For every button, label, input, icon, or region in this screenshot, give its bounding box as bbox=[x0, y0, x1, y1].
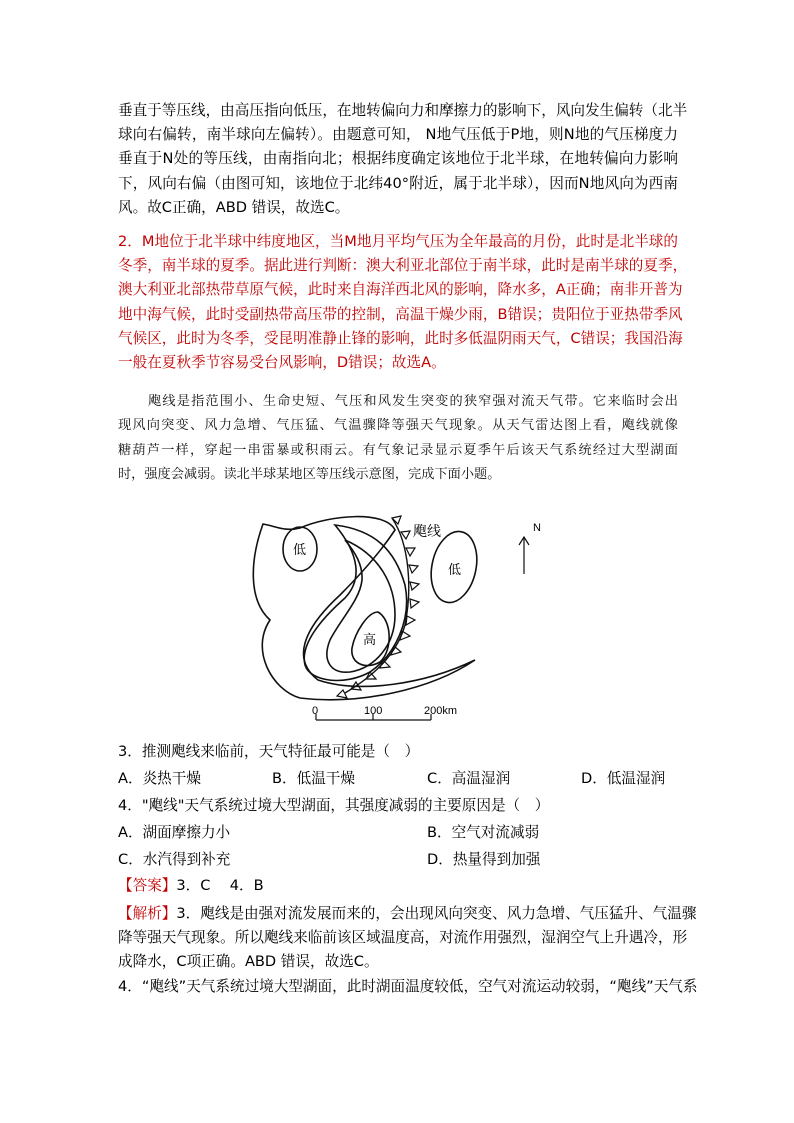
analysis-text: 3．飑线是由强对流发展而来的，会出现风向突变、风力急增、气压猛升、气温骤 bbox=[176, 905, 697, 922]
text-line: 垂直于等压线，由高压指向低压，在地转偏向力和摩擦力的影响下，风向发生偏转（北半 bbox=[118, 102, 688, 119]
text-line: 下，风向右偏（由图可知，该地位于北纬40°附近，属于北半球），因而N地风向为西南 bbox=[118, 174, 678, 192]
question-4-option-b[interactable]: B．空气对流减弱 bbox=[427, 824, 540, 841]
analysis-line: 降等强天气现象。所以飑线来临前该区域温度高，对流作用强烈，湿润空气上升遇冷，形 bbox=[118, 929, 688, 947]
text-line: 地中海气候，此时受副热带高压带的控制，高温干燥少雨，B错误；贵阳位于亚热带季风 bbox=[118, 305, 683, 323]
text-line: 冬季，南半球的夏季。据此进行判断：澳大利亚北部位于南半球，此时是南半球的夏季， bbox=[118, 257, 688, 275]
text-line: 现风向突变、风力急增、气压猛、气温骤降等强天气现象。从天气雷达图上看，飑线就像 bbox=[118, 418, 678, 434]
isobar-outer bbox=[253, 517, 475, 700]
low-pressure-label: 低 bbox=[293, 542, 307, 557]
answer-text: 3．C 4．B bbox=[176, 877, 264, 894]
question-stem: 3．推测飑线来临前，天气特征最可能是（ ） bbox=[118, 743, 420, 760]
question-3-option-c[interactable]: C．高温湿润 bbox=[427, 770, 511, 787]
scale-label: 0 bbox=[312, 705, 319, 717]
isobar-middle bbox=[304, 525, 406, 680]
analysis-line: 4．“飑线”天气系统过境大型湖面，此时湖面温度较低，空气对流运动较弱，“飑线”天气系 bbox=[118, 977, 698, 995]
text-line: 澳大利亚北部热带草原气候，此时来自海洋西北风的影响，降水多，A正确；南非开普为 bbox=[118, 281, 683, 299]
north-arrow-icon bbox=[519, 537, 529, 574]
answer-line bbox=[118, 874, 678, 898]
text-line: 风。故C正确，ABD 错误，故选C。 bbox=[118, 198, 350, 216]
text-line: 糖葫芦一样，穿起一串雷暴或积雨云。有气象记录显示夏季午后该天气系统经过大型湖面 bbox=[118, 442, 678, 458]
text-line: 垂直于N处的等压线，由南指向北；根据纬度确定该地位于北半球，在地转偏向力影响 bbox=[118, 150, 678, 168]
text-line: 气候区，此时为冬季，受昆明准静止锋的影响，此时多低温阴雨天气，C错误；我国沿海 bbox=[118, 329, 683, 347]
question-3-option-d[interactable]: D．低温湿润 bbox=[581, 770, 666, 787]
analysis-line bbox=[118, 902, 697, 926]
north-label: N bbox=[533, 522, 541, 534]
answer-tag: 【答案】 bbox=[118, 877, 177, 894]
text-line: 2．M地位于北半球中纬度地区，当M地月平均气压为全年最高的月份，此时是北半球的 bbox=[118, 233, 678, 250]
question-3-option-b[interactable]: B．低温干燥 bbox=[272, 770, 355, 787]
question-3-option-a[interactable]: A．炎热干燥 bbox=[118, 770, 201, 787]
scale-label: 200km bbox=[424, 705, 458, 717]
analysis-block bbox=[118, 902, 698, 999]
text-line: 一般在夏秋季节容易受台风影响，D错误；故选A。 bbox=[118, 354, 446, 372]
question-4-option-a[interactable]: A．湖面摩擦力小 bbox=[118, 824, 231, 841]
low-pressure-label: 低 bbox=[448, 562, 462, 577]
question-4-stem bbox=[118, 794, 678, 818]
text-line: 球向右偏转，南半球向左偏转）。由题意可知， N地气压低于P地，则N地的气压梯度力 bbox=[118, 126, 678, 144]
analysis-line: 成降水，C项正确。ABD 错误，故选C。 bbox=[118, 953, 379, 971]
text-line: 飑线是指范围小、生命史短、气压和风发生突变的狭窄强对流天气带。它来临时会出 bbox=[148, 394, 678, 409]
text-line: 时，强度会减弱。读北半球某地区等压线示意图，完成下面小题。 bbox=[118, 467, 501, 483]
question-stem: 4．"飑线"天气系统过境大型湖面，其强度减弱的主要原因是（ ） bbox=[118, 797, 550, 814]
squall-line-label: 飑线 bbox=[413, 523, 441, 539]
scale-label: 100 bbox=[364, 705, 383, 717]
question-4-option-d[interactable]: D．热量得到加强 bbox=[427, 851, 541, 868]
question-4-option-c[interactable]: C．水汽得到补充 bbox=[118, 851, 231, 868]
answer-block bbox=[118, 874, 678, 898]
high-pressure-label: 高 bbox=[363, 632, 377, 647]
analysis-tag: 【解析】 bbox=[118, 905, 177, 922]
question-3-stem bbox=[118, 740, 678, 764]
